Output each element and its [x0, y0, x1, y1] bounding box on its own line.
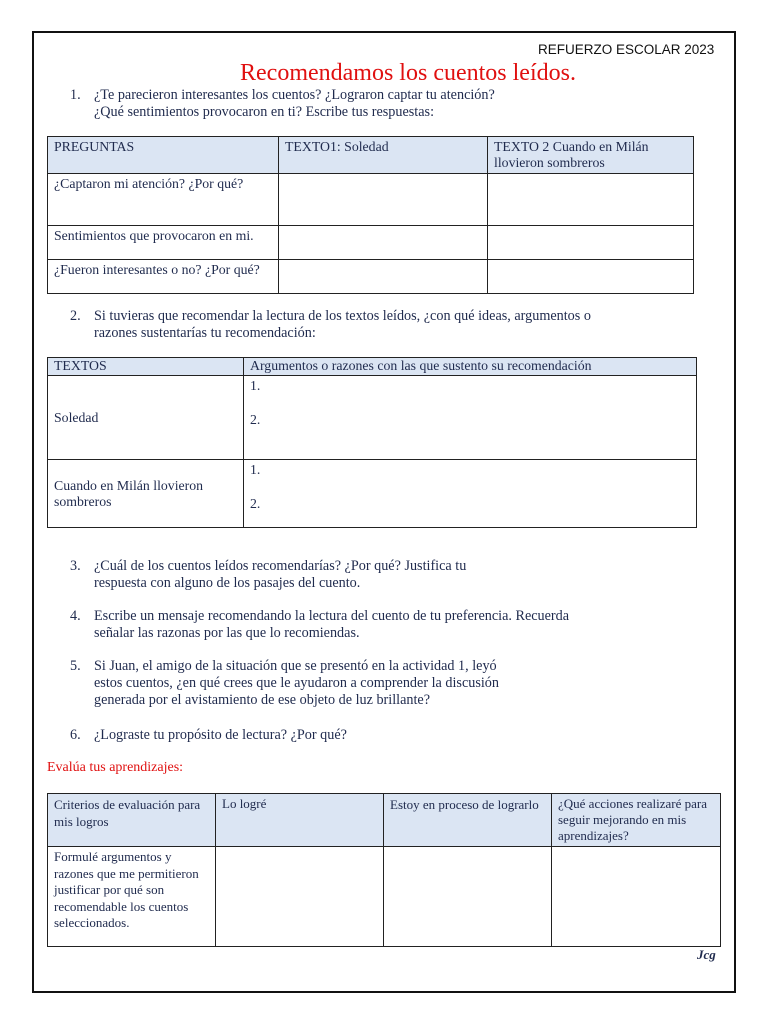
header-note: REFUERZO ESCOLAR 2023 [538, 42, 715, 57]
table-cell: Cuando en Milán llovieron sombreros [48, 460, 244, 528]
table-cell: Soledad [48, 376, 244, 460]
answer-cell[interactable] [216, 847, 384, 947]
questions-table [47, 136, 694, 294]
list-number: 1. [250, 378, 261, 393]
question-5 [70, 658, 710, 712]
table-header: PREGUNTAS [48, 137, 279, 174]
table-cell: Formulé argumentos y razones que me permitieron justificar por qué son recomendable los cuentos seleccionados. [48, 847, 216, 947]
table-header: TEXTO 2 Cuando en Milán llovieron sombreros [488, 137, 694, 174]
question-line: estos cuentos, ¿en qué crees que le ayudaron a comprender la discusión [94, 675, 499, 691]
answer-cell[interactable] [488, 174, 694, 226]
question-line: ¿Lograste tu propósito de lectura? ¿Por qué? [94, 727, 347, 743]
table-header: Estoy en proceso de lograrlo [384, 794, 552, 847]
signature: Jcg [697, 947, 716, 962]
table-cell: Sentimientos que provocaron en mi. [48, 226, 279, 260]
question-4 [70, 608, 710, 644]
question-line: respuesta con alguno de los pasajes del cuento. [94, 575, 361, 591]
evaluation-table [47, 793, 721, 947]
question-number: 2. [70, 308, 81, 324]
table-header: Argumentos o razones con las que sustento su recomendación [244, 358, 697, 376]
question-line: señalar las razonas por las que lo recomiendas. [94, 625, 360, 641]
answer-cell[interactable] [244, 460, 697, 528]
table-header: TEXTOS [48, 358, 244, 376]
question-number: 1. [70, 87, 81, 103]
list-number: 2. [250, 496, 261, 511]
answer-cell[interactable] [279, 174, 488, 226]
question-number: 6. [70, 727, 81, 743]
question-number: 5. [70, 658, 81, 674]
answer-cell[interactable] [279, 260, 488, 294]
list-number: 2. [250, 412, 261, 427]
table-cell: ¿Captaron mi atención? ¿Por qué? [48, 174, 279, 226]
question-2 [70, 308, 710, 344]
question-line: ¿Cuál de los cuentos leídos recomendarías? ¿Por qué? Justifica tu [94, 558, 467, 574]
question-number: 4. [70, 608, 81, 624]
question-1 [70, 87, 710, 123]
question-line: generada por el avistamiento de ese objeto de luz brillante? [94, 692, 431, 708]
table-header: ¿Qué acciones realizaré para seguir mejorando en mis aprendizajes? [552, 794, 721, 847]
answer-cell[interactable] [244, 376, 697, 460]
question-line: Escribe un mensaje recomendando la lectura del cuento de tu preferencia. Recuerda [94, 608, 570, 624]
texts-table [47, 357, 697, 528]
table-header: Lo logré [216, 794, 384, 847]
table-header: TEXTO1: Soledad [279, 137, 488, 174]
table-cell: ¿Fueron interesantes o no? ¿Por qué? [48, 260, 279, 294]
evaluation-heading: Evalúa tus aprendizajes: [47, 760, 184, 775]
question-line: razones sustentarías tu recomendación: [94, 325, 316, 341]
answer-cell[interactable] [552, 847, 721, 947]
list-number: 1. [250, 462, 261, 477]
page-title: Recomendamos los cuentos leídos. [240, 60, 576, 86]
table-header: Criterios de evaluación para mis logros [48, 794, 216, 847]
answer-cell[interactable] [488, 226, 694, 260]
answer-cell[interactable] [488, 260, 694, 294]
question-line: ¿Qué sentimientos provocaron en ti? Escribe tus respuestas: [94, 104, 435, 120]
question-3 [70, 558, 710, 594]
answer-cell[interactable] [279, 226, 488, 260]
answer-cell[interactable] [384, 847, 552, 947]
question-line: Si tuvieras que recomendar la lectura de los textos leídos, ¿con qué ideas, argumentos o [94, 308, 591, 324]
question-line: Si Juan, el amigo de la situación que se presentó en la actividad 1, leyó [94, 658, 497, 674]
question-6 [70, 727, 710, 745]
question-line: ¿Te parecieron interesantes los cuentos? ¿Lograron captar tu atención? [94, 87, 495, 103]
question-number: 3. [70, 558, 81, 574]
